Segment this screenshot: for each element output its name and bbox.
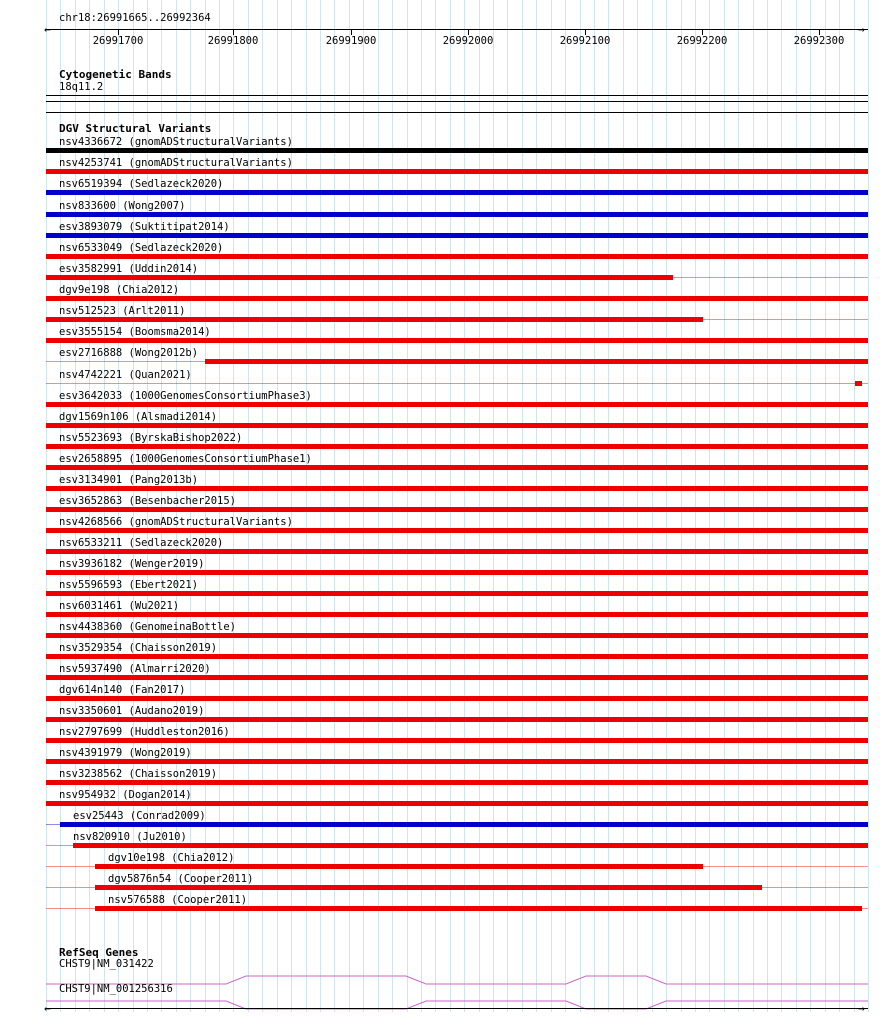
ruler-tick-label: 26992300: [793, 35, 845, 47]
variant-bar[interactable]: [46, 254, 868, 259]
ruler-line: [46, 29, 868, 30]
variant-label[interactable]: dgv10e198 (Chia2012): [108, 852, 235, 864]
variant-bar[interactable]: [46, 233, 868, 238]
gridline: [868, 0, 869, 1012]
variant-bar[interactable]: [46, 654, 868, 659]
variant-baseline: [46, 383, 868, 384]
ruler-tick-label: 26991800: [207, 35, 259, 47]
cytogenetic-bands-title: Cytogenetic Bands: [59, 68, 172, 81]
ruler-tick-label: 26991900: [325, 35, 377, 47]
cytogenetic-band-label: 18q11.2: [59, 81, 104, 93]
variant-bar[interactable]: [95, 864, 703, 869]
variant-label[interactable]: esv3652863 (Besenbacher2015): [59, 495, 237, 507]
ruler-tick-label: 26992100: [559, 35, 611, 47]
variant-label[interactable]: dgv9e198 (Chia2012): [59, 284, 180, 296]
variant-bar[interactable]: [95, 885, 762, 890]
variant-bar[interactable]: [46, 570, 868, 575]
ruler-tick-label: 26992200: [676, 35, 728, 47]
variant-label[interactable]: dgv614n140 (Fan2017): [59, 684, 186, 696]
variant-bar[interactable]: [95, 906, 862, 911]
variant-bar[interactable]: [855, 381, 862, 386]
variant-label[interactable]: nsv820910 (Ju2010): [73, 831, 187, 843]
section-divider-1: [46, 112, 868, 113]
variant-bar[interactable]: [46, 190, 868, 195]
variant-bar[interactable]: [73, 843, 868, 848]
variant-bar[interactable]: [46, 696, 868, 701]
variant-label[interactable]: esv2716888 (Wong2012b): [59, 347, 199, 359]
variant-label[interactable]: esv2658895 (1000GenomesConsortiumPhase1): [59, 453, 312, 465]
variant-label[interactable]: dgv1569n106 (Alsmadi2014): [59, 411, 218, 423]
variant-label[interactable]: nsv6533211 (Sedlazeck2020): [59, 537, 224, 549]
variant-label[interactable]: nsv5596593 (Ebert2021): [59, 579, 199, 591]
variant-bar[interactable]: [46, 591, 868, 596]
refseq-title: RefSeq Genes: [59, 946, 139, 959]
variant-bar[interactable]: [46, 612, 868, 617]
coordinate-label: chr18:26991665..26992364: [59, 12, 211, 24]
variant-label[interactable]: nsv6533049 (Sedlazeck2020): [59, 242, 224, 254]
variant-label[interactable]: nsv4253741 (gnomADStructuralVariants): [59, 157, 293, 169]
gene-label[interactable]: CHST9|NM_001256316: [59, 983, 173, 995]
variant-label[interactable]: nsv576588 (Cooper2011): [108, 894, 248, 906]
variant-bar[interactable]: [46, 444, 868, 449]
variant-label[interactable]: esv3893079 (Suktitipat2014): [59, 221, 230, 233]
ruler-right-arrow-icon: →: [858, 23, 865, 36]
variant-label[interactable]: esv3134901 (Pang2013b): [59, 474, 199, 486]
variant-bar[interactable]: [46, 465, 868, 470]
variant-label[interactable]: esv25443 (Conrad2009): [73, 810, 206, 822]
variant-bar[interactable]: [46, 759, 868, 764]
bottom-ruler-right-arrow-icon: →: [858, 1002, 865, 1015]
cytoband-bar-bottom: [46, 101, 868, 102]
variant-label[interactable]: nsv6031461 (Wu2021): [59, 600, 180, 612]
variant-label[interactable]: nsv5937490 (Almarri2020): [59, 663, 211, 675]
variant-bar[interactable]: [46, 486, 868, 491]
variant-bar[interactable]: [46, 633, 868, 638]
variant-bar[interactable]: [46, 780, 868, 785]
variant-bar[interactable]: [46, 801, 868, 806]
variant-label[interactable]: dgv5876n54 (Cooper2011): [108, 873, 254, 885]
variant-label[interactable]: nsv4336672 (gnomADStructuralVariants): [59, 136, 293, 148]
ruler-tick-label: 26992000: [442, 35, 494, 47]
dgv-title: DGV Structural Variants: [59, 122, 212, 135]
variant-bar[interactable]: [46, 738, 868, 743]
variant-label[interactable]: nsv3238562 (Chaisson2019): [59, 768, 218, 780]
variant-label[interactable]: nsv4268566 (gnomADStructuralVariants): [59, 516, 293, 528]
variant-bar[interactable]: [46, 402, 868, 407]
variant-bar[interactable]: [46, 717, 868, 722]
ruler-tick-label: 26991700: [92, 35, 144, 47]
variant-label[interactable]: nsv3529354 (Chaisson2019): [59, 642, 218, 654]
cytoband-bar-top: [46, 95, 868, 96]
gene-label[interactable]: CHST9|NM_031422: [59, 958, 154, 970]
variant-bar[interactable]: [46, 317, 703, 322]
variant-label[interactable]: esv3582991 (Uddin2014): [59, 263, 199, 275]
variant-label[interactable]: nsv5523693 (ByrskaBishop2022): [59, 432, 243, 444]
variant-label[interactable]: esv3642033 (1000GenomesConsortiumPhase3): [59, 390, 312, 402]
variant-label[interactable]: nsv954932 (Dogan2014): [59, 789, 192, 801]
variant-label[interactable]: esv3555154 (Boomsma2014): [59, 326, 211, 338]
variant-bar[interactable]: [46, 275, 673, 280]
variant-bar[interactable]: [46, 169, 868, 174]
variant-bar[interactable]: [46, 675, 868, 680]
ruler-left-arrow-icon: ←: [44, 23, 51, 36]
variant-bar[interactable]: [205, 359, 868, 364]
variant-label[interactable]: nsv6519394 (Sedlazeck2020): [59, 178, 224, 190]
variant-bar[interactable]: [46, 296, 868, 301]
bottom-ruler-line: [46, 1008, 868, 1009]
variant-label[interactable]: nsv833600 (Wong2007): [59, 200, 186, 212]
variant-bar[interactable]: [46, 148, 868, 153]
variant-label[interactable]: nsv4391979 (Wong2019): [59, 747, 192, 759]
variant-label[interactable]: nsv3936182 (Wenger2019): [59, 558, 205, 570]
variant-bar[interactable]: [46, 507, 868, 512]
bottom-ruler-left-arrow-icon: ←: [44, 1002, 51, 1015]
gene-exon-intron-path[interactable]: [46, 995, 868, 1017]
variant-bar[interactable]: [46, 549, 868, 554]
variant-bar[interactable]: [46, 338, 868, 343]
variant-label[interactable]: nsv3350601 (Audano2019): [59, 705, 205, 717]
variant-bar[interactable]: [46, 212, 868, 217]
variant-bar[interactable]: [46, 423, 868, 428]
variant-label[interactable]: nsv4742221 (Quan2021): [59, 369, 192, 381]
variant-bar[interactable]: [60, 822, 868, 827]
variant-label[interactable]: nsv2797699 (Huddleston2016): [59, 726, 230, 738]
variant-label[interactable]: nsv4438360 (GenomeinaBottle): [59, 621, 237, 633]
variant-bar[interactable]: [46, 528, 868, 533]
variant-label[interactable]: nsv512523 (Arlt2011): [59, 305, 186, 317]
